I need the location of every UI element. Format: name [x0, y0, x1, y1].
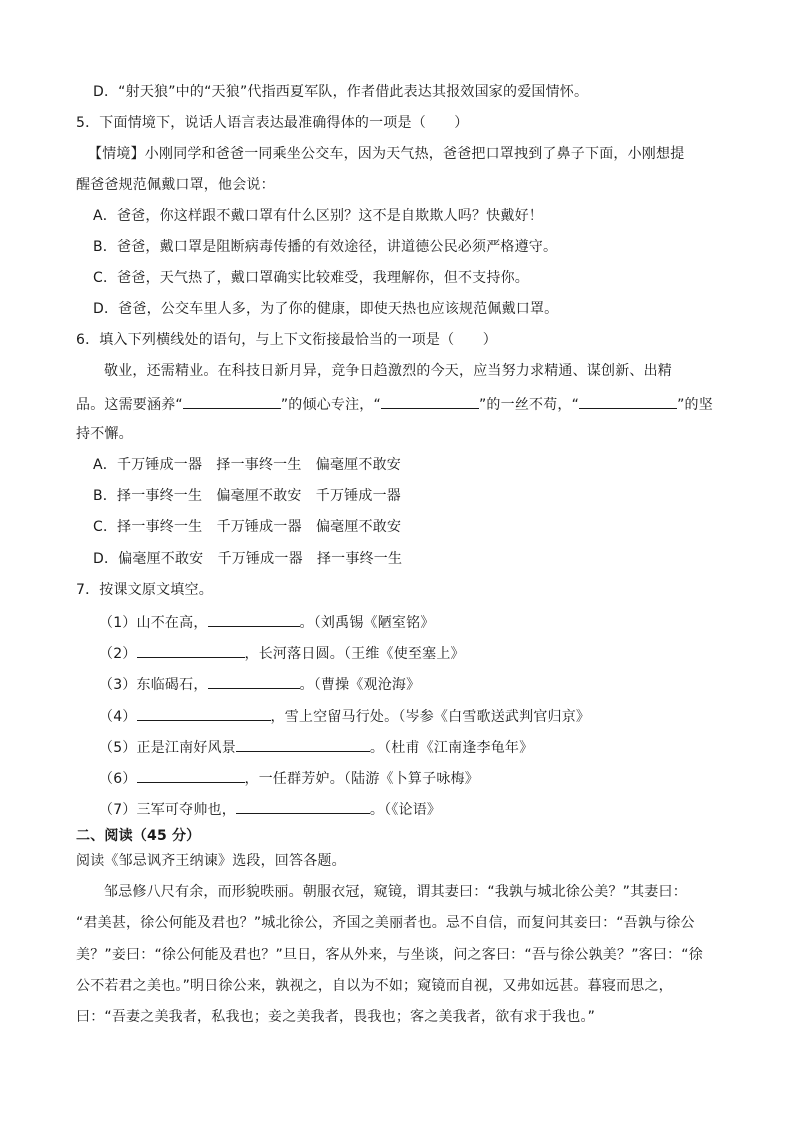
- q7-item-number: （2）: [99, 646, 137, 662]
- q7-item-before: 东临碣石，: [136, 677, 208, 693]
- q5-option-d: D．爸爸，公交车里人多，为了你的健康，即使天热也应该规范佩戴口罩。: [93, 301, 559, 317]
- q6-blank-1: [183, 393, 281, 409]
- passage-line-2: “君美甚，徐公何能及君也？”城北徐公，齐国之美丽者也。忌不自信，而复问其妾曰：“吾孰与徐公: [76, 915, 695, 931]
- q5-option-a: A．爸爸，你这样跟不戴口罩有什么区别？这不是自欺欺人吗？快戴好！: [93, 208, 543, 224]
- q6-option-b: B．择一事终一生 偏毫厘不敢安 千万锤成一器: [93, 488, 402, 504]
- q7-item-after: ，一任群芳妒。（陆游《卜算子咏梅》: [244, 771, 479, 787]
- q7-item-2: [99, 642, 465, 664]
- passage-line-4: 公不若君之美也。”明日徐公来，孰视之，自以为不如；窥镜而自视，又弗如远甚。暮寝而思之，: [76, 978, 673, 994]
- q7-blank-1: [208, 611, 300, 627]
- q7-item-6: [99, 767, 479, 789]
- q7-blank-6: [137, 767, 245, 783]
- q5-option-b: B．爸爸，戴口罩是阻断病毒传播的有效途径，讲道德公民必须严格遵守。: [93, 239, 558, 255]
- q6-passage-seg-b: ”的倾心专注，“: [280, 397, 381, 413]
- q7-item-1: [99, 611, 435, 633]
- q4-option-d: D．“射天狼”中的“天狼”代指西夏军队，作者借此表达其报效国家的爱国情怀。: [93, 84, 589, 100]
- q7-item-before: 山不在高，: [136, 615, 208, 631]
- q6-option-c: C．择一事终一生 千万锤成一器 偏毫厘不敢安: [93, 519, 402, 535]
- passage-line-1: 邹忌修八尺有余，而形貌昳丽。朝服衣冠，窥镜，谓其妻曰：“我孰与城北徐公美？”其妻曰：: [104, 884, 687, 900]
- q7-item-3: [99, 673, 420, 695]
- passage-line-5: 曰：“吾妻之美我者，私我也；妾之美我者，畏我也；客之美我者，欲有求于我也。”: [76, 1009, 596, 1025]
- q6-passage-line3: 持不懈。: [76, 426, 133, 442]
- q7-item-before: 正是江南好风景: [136, 740, 236, 756]
- q7-item-number: （5）: [99, 740, 137, 756]
- q7-blank-4: [137, 705, 271, 721]
- q7-blank-2: [137, 642, 245, 658]
- q7-stem: 7．按课文原文填空。: [76, 582, 213, 598]
- q5-context-line1: 【情境】小刚同学和爸爸一同乘坐公交车，因为天气热，爸爸把口罩拽到了鼻子下面，小刚想提: [88, 146, 685, 162]
- q7-item-after: 。（杜甫《江南逢李龟年》: [369, 740, 534, 756]
- q6-passage-seg-a: 品。这需要涵养“: [76, 397, 183, 413]
- q7-item-number: （7）: [99, 802, 137, 818]
- q7-item-number: （4）: [99, 709, 137, 725]
- q6-passage-line2: [76, 393, 713, 415]
- q7-item-after: 。（《论语》: [369, 802, 442, 818]
- q7-item-after: 。（刘禹锡《陋室铭》: [299, 615, 435, 631]
- q7-item-number: （3）: [99, 677, 137, 693]
- q5-context-line2: 醒爸爸规范佩戴口罩，他会说：: [76, 177, 275, 193]
- q7-item-7: [99, 798, 441, 820]
- passage-line-3: 美？”妾曰：“徐公何能及君也？”旦日，客从外来，与坐谈，问之客曰：“吾与徐公孰美？”客曰：“徐: [76, 947, 703, 963]
- q7-item-number: （1）: [99, 615, 137, 631]
- q6-option-d: D．偏毫厘不敢安 千万锤成一器 择一事终一生: [93, 551, 403, 567]
- q6-passage-line1: 敬业，还需精业。在科技日新月异，竞争日趋激烈的今天，应当努力求精通、谋创新、出精: [104, 363, 672, 379]
- q7-item-5: [99, 736, 533, 758]
- q7-item-after: ，雪上空留马行处。（岑参《白雪歌送武判官归京》: [270, 709, 591, 725]
- q7-item-before: 三军可夺帅也，: [136, 802, 236, 818]
- q5-stem: 5．下面情境下，说话人语言表达最准确得体的一项是（ ）: [76, 115, 469, 131]
- q5-option-c: C．爸爸，天气热了，戴口罩确实比较难受，我理解你，但不支持你。: [93, 270, 529, 286]
- q7-item-number: （6）: [99, 771, 137, 787]
- q6-passage-seg-d: ”的坚: [677, 397, 713, 413]
- q7-item-4: [99, 705, 590, 727]
- q6-blank-3: [579, 393, 677, 409]
- q7-item-after: 。（曹操《观沧海》: [299, 677, 421, 693]
- q7-blank-7: [236, 798, 370, 814]
- q6-passage-seg-c: ”的一丝不苟，“: [478, 397, 580, 413]
- q6-option-a: A．千万锤成一器 择一事终一生 偏毫厘不敢安: [93, 457, 401, 473]
- q6-blank-2: [381, 393, 479, 409]
- q7-item-after: ，长河落日圆。（王维《使至塞上》: [244, 646, 465, 662]
- reading-intro: 阅读《邹忌讽齐王纳谏》选段，回答各题。: [76, 853, 346, 869]
- q7-blank-5: [236, 736, 370, 752]
- section-title-reading: 二、阅读（45 分）: [76, 828, 201, 844]
- q7-blank-3: [208, 673, 300, 689]
- q6-stem: 6．填入下列横线处的语句，与上下文衔接最恰当的一项是（ ）: [76, 332, 497, 348]
